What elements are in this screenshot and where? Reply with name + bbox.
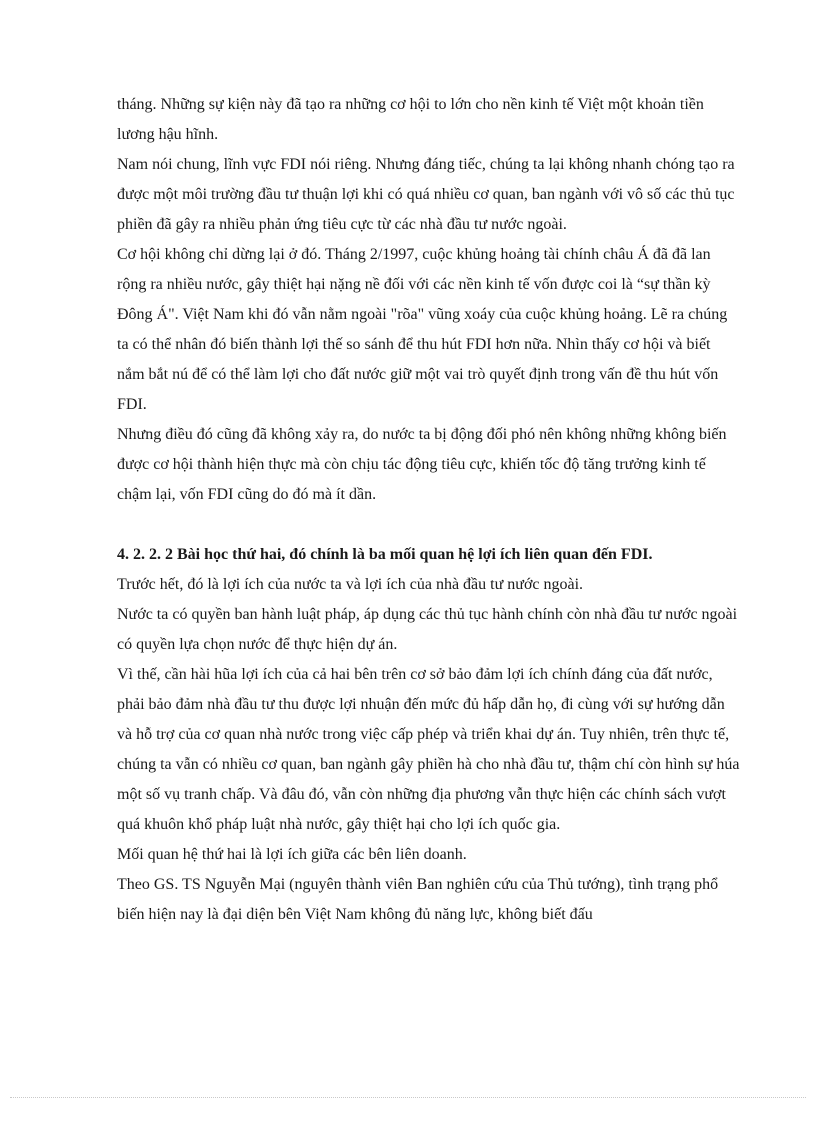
paragraph: Trước hết, đó là lợi ích của nước ta và lợi ích của nhà đầu tư nước ngoài. [117, 576, 584, 593]
paragraph: Nhưng điều đó cũng đã không xảy ra, do nước ta bị động đối phó nên không những không biến được cơ hội thành hiện thực mà còn chịu tác động tiêu cực, khiến tốc độ tăng trưởng kinh tế chậm lại, vốn FDI cũng do đó mà ít dần. [117, 426, 727, 503]
paragraph: Nam nói chung, lĩnh vực FDI nói riêng. Nhưng đáng tiếc, chúng ta lại không nhanh chóng tạo ra được một môi trường đầu tư thuận lợi khi có quá nhiều cơ quan, ban ngành với vô số các thủ tục phiền đã gây ra nhiều phản ứng tiêu cực từ các nhà đầu tư nước ngoài. [117, 156, 735, 233]
section-heading: 4. 2. 2. 2 Bài học thứ hai, đó chính là ba mối quan hệ lợi ích liên quan đến FDI. [117, 546, 653, 563]
paragraph: Mối quan hệ thứ hai là lợi ích giữa các bên liên doanh. [117, 846, 467, 863]
paragraph: tháng. Những sự kiện này đã tạo ra những cơ hội to lớn cho nền kinh tế Việt một khoản tiền lương hậu hĩnh. [117, 96, 704, 143]
document-body [117, 90, 742, 930]
paragraph: Theo GS. TS Nguyễn Mại (nguyên thành viên Ban nghiên cứu của Thủ tướng), tình trạng phổ biến hiện nay là đại diện bên Việt Nam không đủ năng lực, không biết đấu [117, 876, 719, 923]
paragraph-spacer [117, 510, 742, 540]
paragraph: Nước ta có quyền ban hành luật pháp, áp dụng các thủ tục hành chính còn nhà đầu tư nước ngoài có quyền lựa chọn nước để thực hiện dự án. [117, 606, 738, 653]
paragraph: Cơ hội không chỉ dừng lại ở đó. Tháng 2/1997, cuộc khủng hoảng tài chính châu Á đã đã lan rộng ra nhiều nước, gây thiệt hại nặng nề đối với các nền kinh tế vốn được coi là “sự thần kỳ Đông Á". Việt Nam khi đó vẫn nằm ngoài "rõa" vũng xoáy của cuộc khủng hoảng. Lẽ ra chúng ta có thể nhân đó biến thành lợi thế so sánh để thu hút FDI hơn nữa. Nhìn thấy cơ hội và biết nắm bắt nú để có thể làm lợi cho đất nước giữ một vai trò quyết định trong vấn đề thu hút vốn FDI. [117, 246, 728, 413]
page-bottom-rule [10, 1097, 806, 1098]
paragraph: Vì thế, cần hài hũa lợi ích của cả hai bên trên cơ sở bảo đảm lợi ích chính đáng của đất nước, phải bảo đảm nhà đầu tư thu được lợi nhuận đến mức đủ hấp dẫn họ, đi cùng với sự hướng dẫn và hỗ trợ của cơ quan nhà nước trong việc cấp phép và triển khai dự án. Tuy nhiên, trên thực tế, chúng ta vẫn có nhiều cơ quan, ban ngành gây phiền hà cho nhà đầu tư, thậm chí còn hình sự húa một số vụ tranh chấp. Và đâu đó, vẫn còn những địa phương vẫn thực hiện các chính sách vượt quá khuôn khổ pháp luật nhà nước, gây thiệt hại cho lợi ích quốc gia. [117, 666, 740, 833]
